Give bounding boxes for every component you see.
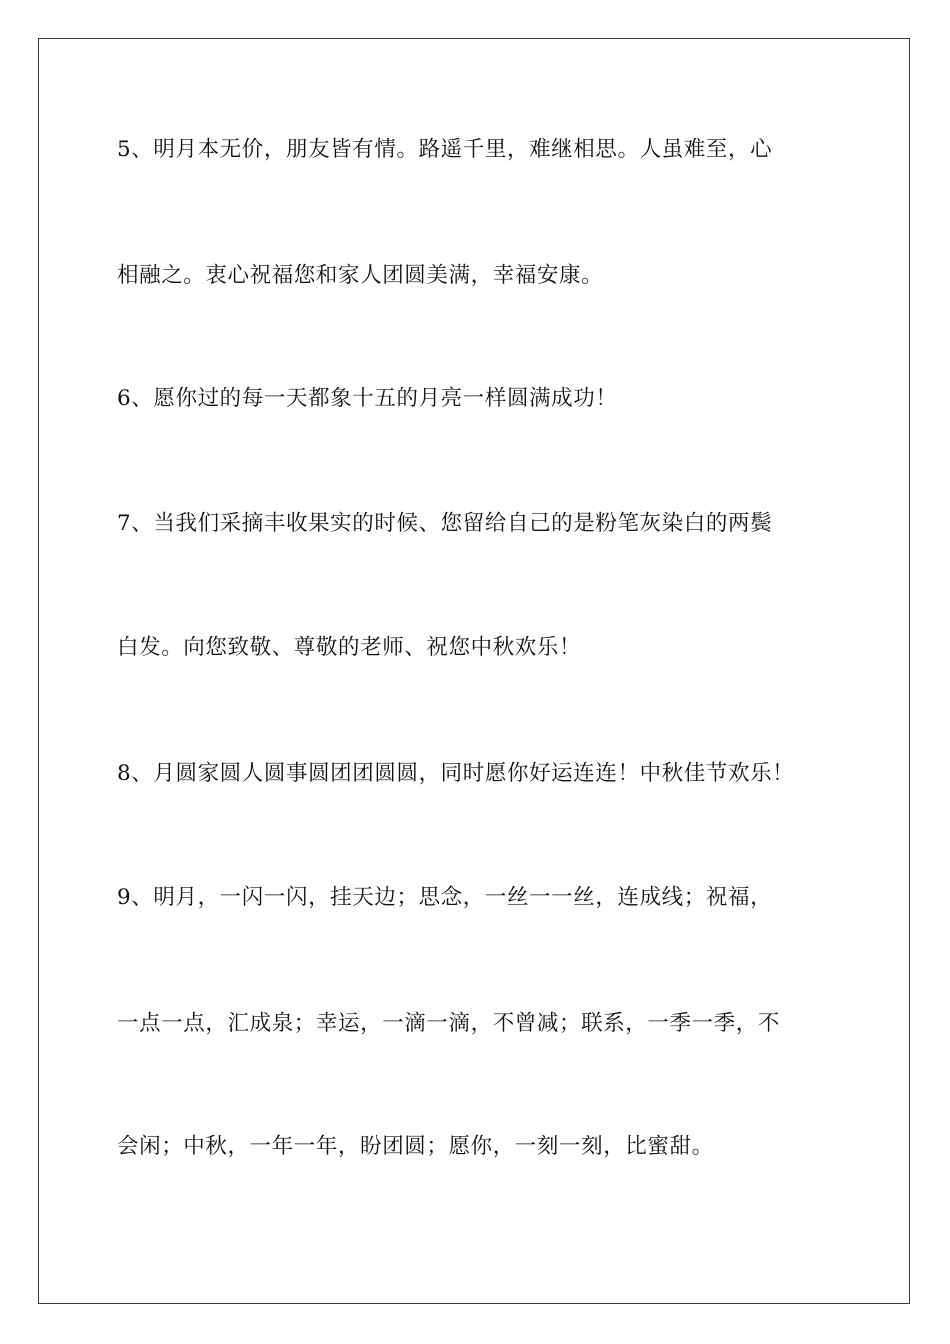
text-line-item-9-part-3: 会闲；中秋，一年一年，盼团圆；愿你，一刻一刻，比蜜甜。 [117,1134,714,1159]
text-line-item-9-part-2: 一点一点，汇成泉；幸运，一滴一滴，不曾减；联系，一季一季，不 [117,1011,781,1036]
text-line-item-7-part-1: 7、当我们采摘丰收果实的时候、您留给自己的是粉笔灰染白的两鬓 [117,511,773,536]
text-line-item-5-part-1: 5、明月本无价，朋友皆有情。路遥千里，难继相思。人虽难至，心 [117,137,773,162]
text-line-item-5-part-2: 相融之。衷心祝福您和家人团圆美满，幸福安康。 [117,263,604,288]
text-line-item-7-part-2: 白发。向您致敬、尊敬的老师、祝您中秋欢乐！ [117,635,582,660]
text-line-item-9-part-1: 9、明月，一闪一闪，挂天边；思念，一丝一一丝，连成线；祝福， [117,885,773,910]
text-line-item-8: 8、月圆家圆人圆事圆团团圆圆，同时愿你好运连连！中秋佳节欢乐！ [117,761,795,786]
text-line-item-6: 6、愿你过的每一天都象十五的月亮一样圆满成功！ [117,386,618,411]
page-border [38,38,910,1304]
